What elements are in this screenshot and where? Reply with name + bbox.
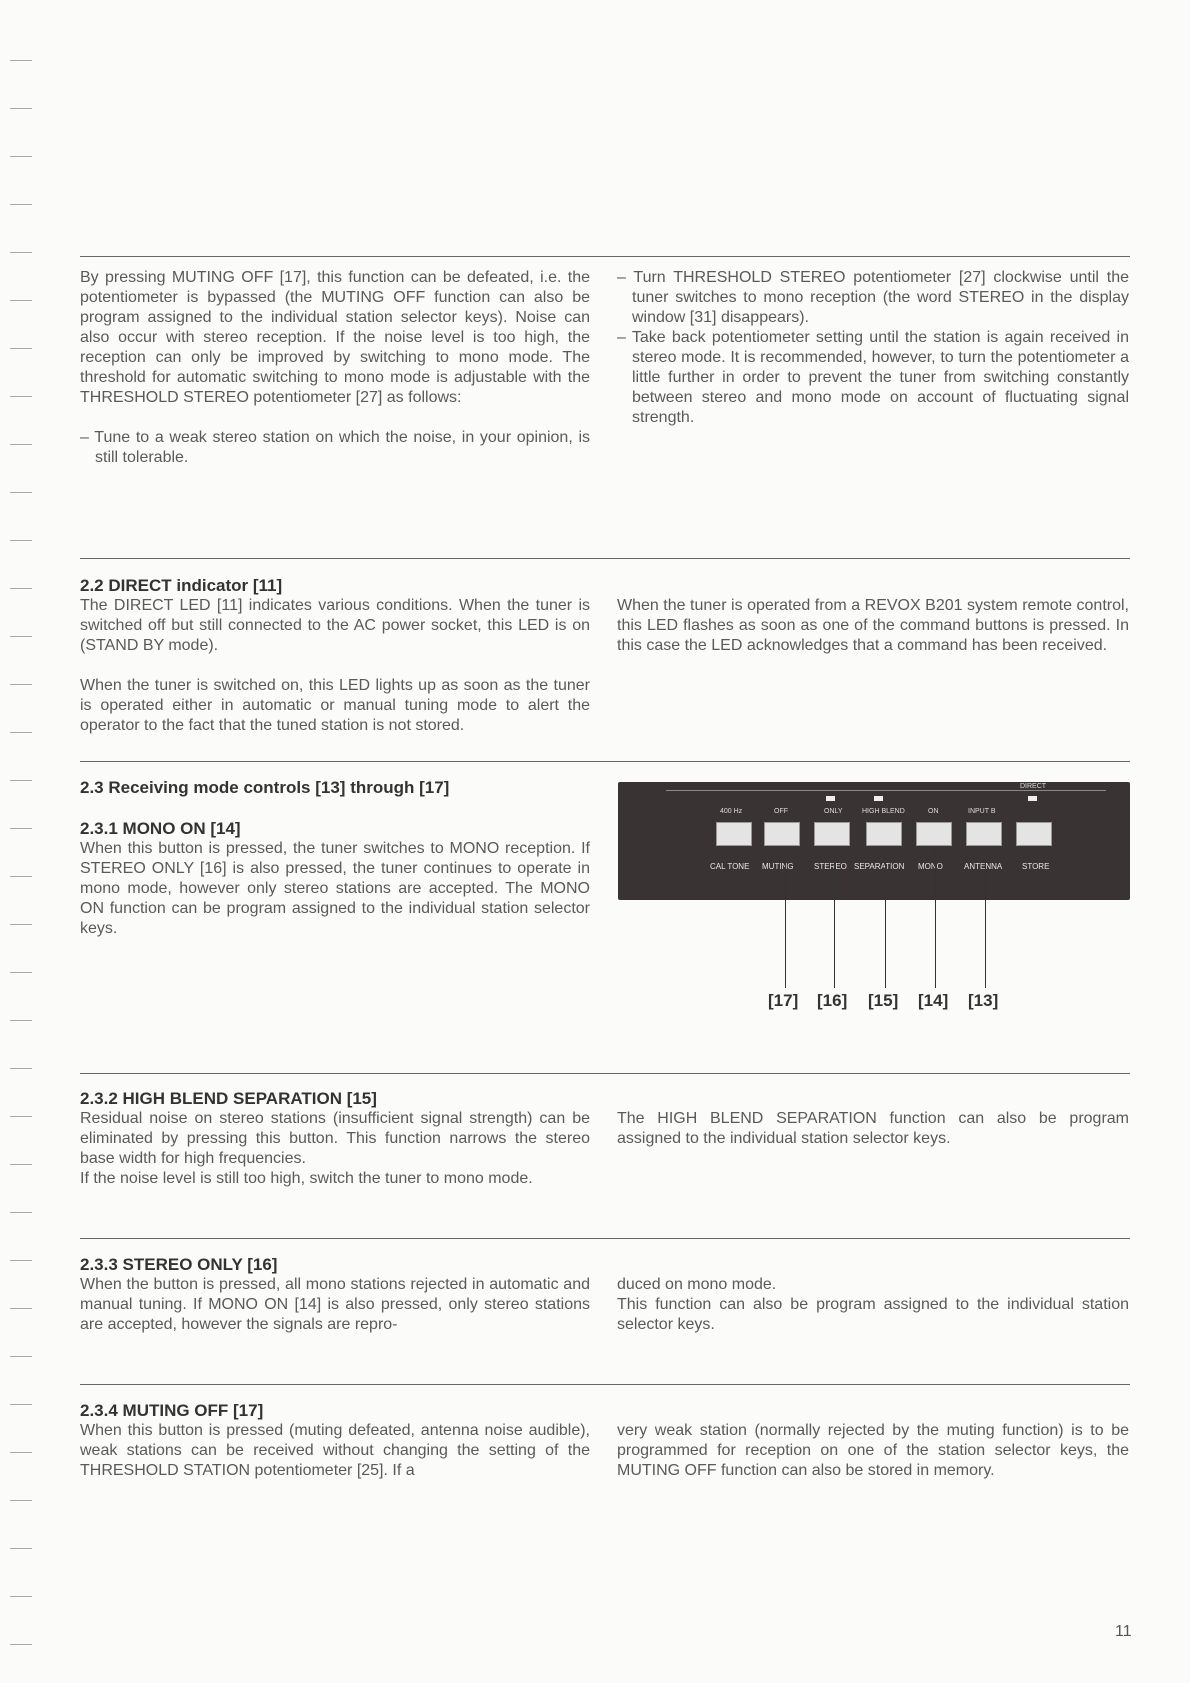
section-2-3-2-left bbox=[80, 1088, 590, 1189]
section-2-3-3-para-2: duced on mono mode. bbox=[617, 1276, 777, 1293]
section-2-3-4-title: 2.3.4 MUTING OFF [17] bbox=[80, 1401, 264, 1420]
section-2-2-para-2: When the tuner is switched on, this LED lights up as soon as the tuner is operated either in automatic or manual tuning mode to alert the operator to the fact that the tuned station is not stored. bbox=[80, 677, 590, 734]
leader-line-17 bbox=[785, 850, 786, 988]
tuner-front-panel-figure bbox=[618, 782, 1130, 900]
section-2-3-4-right bbox=[617, 1421, 1129, 1481]
section-2-2-right bbox=[617, 596, 1129, 656]
key-name-antenna: ANTENNA bbox=[964, 862, 1003, 871]
section-2-3-2-right bbox=[617, 1109, 1129, 1149]
callout-13: [13] bbox=[968, 991, 999, 1010]
intro-left-column bbox=[80, 268, 590, 468]
direct-label: DIRECT bbox=[1020, 783, 1047, 790]
antenna-input-b-key[interactable] bbox=[966, 822, 1002, 846]
leader-line-16 bbox=[834, 850, 835, 988]
section-2-3-1-text: When this button is pressed, the tuner switches to MONO reception. If STEREO ONLY [16] is also pressed, the tuner continues to operate in mono mode, however only stereo stations are accepted. The MONO ON function can be program assigned to the individual station selector keys. bbox=[80, 840, 590, 937]
divider-2-3-4 bbox=[80, 1384, 1130, 1385]
key-label-off: OFF bbox=[774, 808, 788, 815]
intro-right-column bbox=[617, 268, 1129, 428]
divider-2-3-2 bbox=[80, 1073, 1130, 1074]
page-number: 11 bbox=[1115, 1623, 1132, 1640]
section-2-3-2-para-1: Residual noise on stereo stations (insufficient signal strength) can be eliminated by pressing this button. This function narrows the stereo base width for high frequencies. bbox=[80, 1110, 590, 1167]
leader-line-13 bbox=[985, 850, 986, 988]
divider-2-3 bbox=[80, 761, 1130, 762]
muting-off-key[interactable] bbox=[764, 822, 800, 846]
stereo-only-key[interactable] bbox=[814, 822, 850, 846]
callout-16: [16] bbox=[817, 991, 848, 1010]
section-2-2-para-1: The DIRECT LED [11] indicates various conditions. When the tuner is switched off but still connected to the AC power socket, this LED is on (STAND BY mode). bbox=[80, 597, 590, 654]
section-2-3-4-left bbox=[80, 1400, 590, 1481]
cal-tone-key[interactable] bbox=[716, 822, 752, 846]
callout-15: [15] bbox=[868, 991, 899, 1010]
section-2-3-3-left bbox=[80, 1254, 590, 1335]
key-name-mono: MONO bbox=[918, 862, 943, 871]
key-label-input-b: INPUT B bbox=[968, 808, 996, 815]
section-2-3-4-para-2: very weak station (normally rejected by the muting function) is to be programmed for reception on one of the station selector keys, the MUTING OFF function can also be stored in memory. bbox=[617, 1422, 1129, 1479]
callout-14: [14] bbox=[918, 991, 949, 1010]
section-2-3-title: 2.3 Receiving mode controls [13] through [17] bbox=[80, 778, 450, 797]
key-label-on: ON bbox=[928, 808, 939, 815]
section-2-2-left bbox=[80, 575, 590, 736]
leader-line-15 bbox=[885, 850, 886, 988]
leader-line-14 bbox=[935, 850, 936, 988]
section-2-3-4-para-1: When this button is pressed (muting defeated, antenna noise audible), weak stations can be received without changing the setting of the THRESHOLD STATION potentiometer [25]. If a bbox=[80, 1422, 590, 1479]
key-name-separation: SEPARATION bbox=[854, 862, 905, 871]
key-name-store: STORE bbox=[1022, 862, 1050, 871]
intro-bullet-takeback: – Take back potentiometer setting until the station is again received in stereo mode. It is recommended, however, to turn the potentiometer a little further in order to prevent the tuner from switching constantly between stereo and mono mode on account of fluctuating signal strength. bbox=[617, 329, 1129, 426]
divider-2-2 bbox=[80, 558, 1130, 559]
section-2-2-para-3: When the tuner is operated from a REVOX B201 system remote control, this LED flashes as soon as one of the command buttons is pressed. In this case the LED acknowledges that a command has been received. bbox=[617, 597, 1129, 654]
key-name-muting: MUTING bbox=[762, 862, 794, 871]
section-2-2-title: 2.2 DIRECT indicator [11] bbox=[80, 576, 283, 595]
callout-17: [17] bbox=[768, 991, 799, 1010]
section-2-3-left bbox=[80, 777, 590, 939]
key-label-400hz: 400 Hz bbox=[720, 808, 743, 815]
intro-bullet-tune: – Tune to a weak stereo station on which the noise, in your opinion, is still tolerable. bbox=[80, 429, 590, 466]
section-2-3-3-para-3: This function can also be program assigned to the individual station selector keys. bbox=[617, 1296, 1129, 1333]
section-2-3-3-para-1: When the button is pressed, all mono stations rejected in automatic and manual tuning. If MONO ON [14] is also pressed, only stereo stations are accepted, however the signals are repro- bbox=[80, 1276, 590, 1333]
key-name-stereo: STEREO bbox=[814, 862, 847, 871]
section-2-3-3-title: 2.3.3 STEREO ONLY [16] bbox=[80, 1255, 278, 1274]
section-2-3-2-para-3: The HIGH BLEND SEPARATION function can also be program assigned to the individual station selector keys. bbox=[617, 1110, 1129, 1147]
key-label-high-blend: HIGH BLEND bbox=[862, 808, 905, 815]
led-indicator-off bbox=[826, 796, 835, 801]
section-2-3-2-title: 2.3.2 HIGH BLEND SEPARATION [15] bbox=[80, 1089, 377, 1108]
direct-led-indicator bbox=[1028, 796, 1037, 801]
store-key[interactable] bbox=[1016, 822, 1052, 846]
section-2-3-3-right bbox=[617, 1275, 1129, 1335]
section-2-3-1-title: 2.3.1 MONO ON [14] bbox=[80, 819, 241, 838]
section-2-3-2-para-2: If the noise level is still too high, switch the tuner to mono mode. bbox=[80, 1170, 533, 1187]
mono-on-key[interactable] bbox=[916, 822, 952, 846]
divider-intro bbox=[80, 256, 1130, 257]
intro-bullet-turn: – Turn THRESHOLD STEREO potentiometer [27] clockwise until the tuner switches to mono reception (the word STEREO in the display window [31] disappears). bbox=[617, 269, 1129, 326]
high-blend-separation-key[interactable] bbox=[866, 822, 902, 846]
led-indicator-only bbox=[874, 796, 883, 801]
divider-2-3-3 bbox=[80, 1238, 1130, 1239]
key-label-only: ONLY bbox=[824, 808, 843, 815]
key-name-cal-tone: CAL TONE bbox=[710, 862, 750, 871]
intro-paragraph: By pressing MUTING OFF [17], this function can be defeated, i.e. the potentiometer is bypassed (the MUTING OFF function can also be program assigned to the individual station selector keys). Noise can also occur with stereo reception. If the noise level is too high, the reception can only be improved by switching to mono mode. The threshold for automatic switching to mono mode is adjustable with the THRESHOLD STEREO potentiometer [27] as follows: bbox=[80, 269, 590, 406]
